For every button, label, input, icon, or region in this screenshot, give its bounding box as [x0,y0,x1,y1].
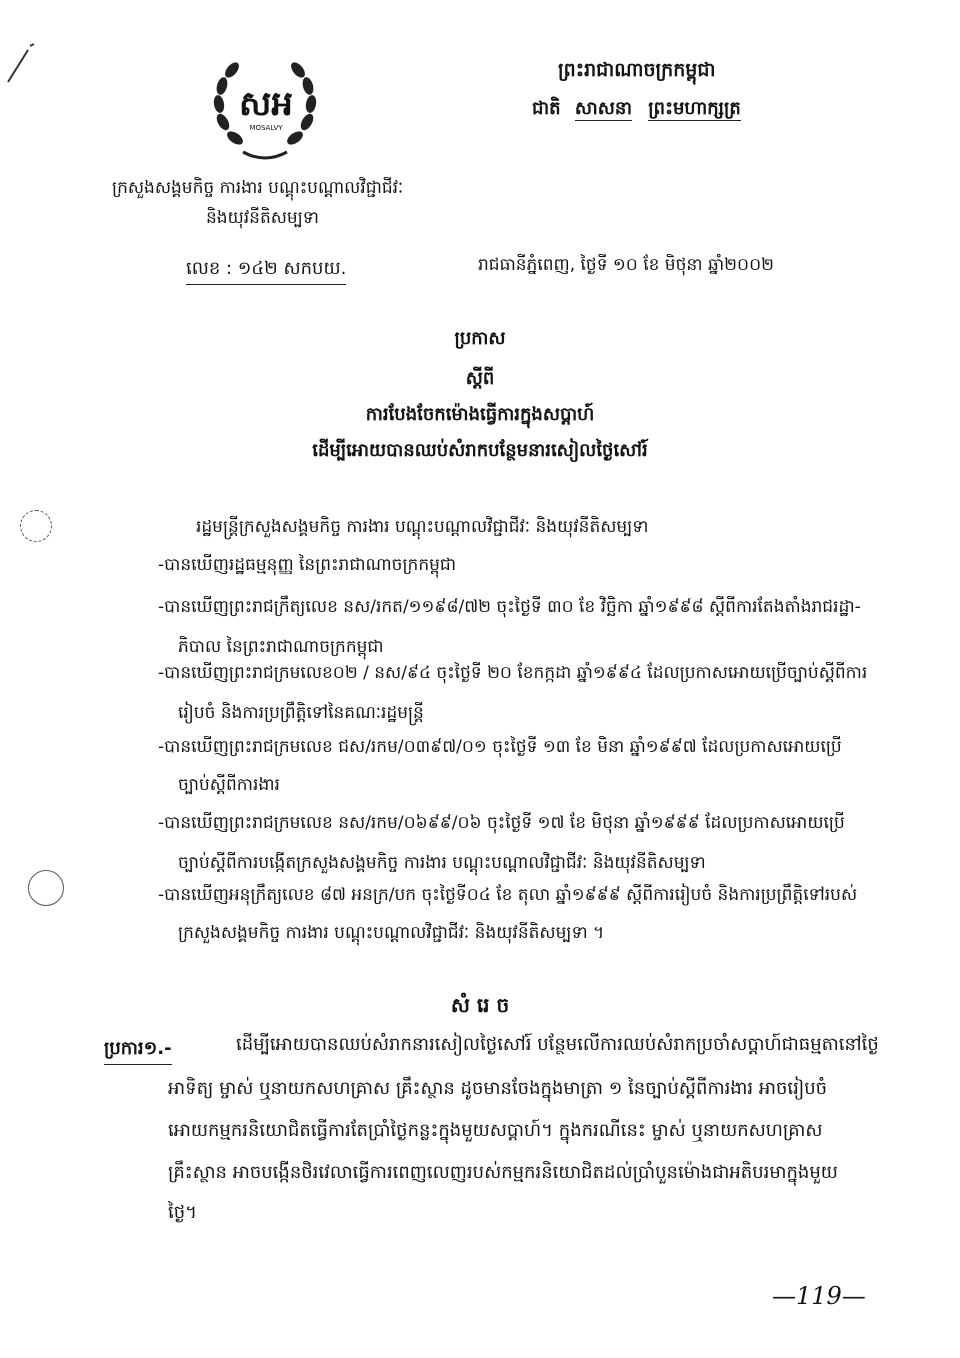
consideration-5: -បានឃើញព្រះរាជក្រមលេខ នស/រកម/០៦៩៩/០៦ ចុះថ្ងៃទី ១៧ ខែ មិថុនា ឆ្នាំ១៩៩៩ ដែលប្រកាសអោយប្រើ [158,813,845,833]
consideration-5-cont: ច្បាប់ស្តីពីការបង្កើតក្រសួងសង្គមកិច្ច ការងារ បណ្តុះបណ្តាលវិជ្ជាជីវៈ និងយុវនីតិសម្បទា [178,853,706,873]
consideration-4-cont: ច្បាប់ស្តីពីការងារ [178,775,280,795]
kingdom-title: ព្រះរាជាណាចក្រកម្ពុជា [558,59,716,81]
punch-hole-top [20,510,52,542]
article1-line1: ដើម្បីអោយបានឈប់សំរាកនារសៀលថ្ងៃសៅរ៍ បន្ថែមលើការឈប់សំរាកប្រចាំសប្តាហ៍ជាធម្មតានៅថ្ងៃ [236,1034,879,1055]
motto-religion: សាសនា [574,98,632,119]
page-number: —119— [772,1282,866,1310]
minister-line: រដ្ឋមន្ត្រីក្រសួងសង្គមកិច្ច ការងារ បណ្តុះបណ្តាលវិជ្ជាជីវៈ និងយុវនីតិសម្បទា [196,517,649,537]
consideration-2: -បានឃើញព្រះរាជក្រឹត្យលេខ នស/រកត/១១៩៨/៧២ ចុះថ្ងៃទី ៣០ ខែ វិច្ឆិកា ឆ្នាំ១៩៩៨ ស្តីពីការតែងតាំងរាជរដ្ឋា- [158,597,861,617]
consideration-3-cont: រៀបចំ និងការប្រព្រឹត្តិទៅនៃគណៈរដ្ឋមន្ត្រី [178,703,424,723]
national-motto [532,96,741,123]
consideration-3: -បានឃើញព្រះរាជក្រមលេខ០២ / នស/៩៤ ចុះថ្ងៃទី ២០ ខែកក្កដា ឆ្នាំ១៩៩៤ ដែលប្រកាសអោយប្រើច្បាប់ស្តីពីការ [158,663,868,683]
reference-number: លេខ : ១៤២ សកបយ. [186,256,346,285]
ministry-name-line2: និងយុវនីតិសម្បទា [206,208,319,228]
consideration-6: -បានឃើញអនុក្រឹត្យលេខ ៨៧ អនក្រ/បក ចុះថ្ងៃទី០៤ ខែ តុលា ឆ្នាំ១៩៩៩ ស្តីពីការរៀបចំ និងការប្រព្រឹត្តិទៅរបស់ [158,885,858,905]
date-line: រាជធានីភ្នំពេញ, ថ្ងៃទី ១០ ខែ មិថុនា ឆ្នាំ២០០២ [478,255,774,275]
motto-king: ព្រះមហាក្សត្រ [648,98,741,119]
consideration-1: -បានឃើញរដ្ឋធម្មនុញ្ញ នៃព្រះរាជាណាចក្រកម្ពុជា [158,555,457,575]
article1-line4: គ្រឹះស្ថាន អាចបង្កើនថិរវេលាធ្វើការពេញលេញរបស់កម្មករនិយោជិតដល់ប្រាំបួនម៉ោងជាអតិបរមាក្នុងមួយ [168,1162,838,1183]
title-line1: ការបែងចែកម៉ោងធ្វើការក្នុងសប្តាហ៍ [365,404,595,425]
article1-line3: អោយកម្មករនិយោជិតធ្វើការតែប្រាំថ្ងៃកន្លះក្នុងមួយសប្តាហ៍។ ក្នុងករណីនេះ ម្ចាស់ ឬនាយកសហគ្រាស [168,1120,823,1141]
logo-caption: MOSALVY [249,124,283,132]
title-on: ស្តីពី [465,368,495,389]
pen-stroke-mark [0,40,50,90]
consideration-4: -បានឃើញព្រះរាជក្រមលេខ ជស/រកម/០៣៩៧/០១ ចុះថ្ងៃទី ១៣ ខែ មិនា ឆ្នាំ១៩៩៧ ដែលប្រកាសអោយប្រើ [158,737,842,757]
title-line2: ដើម្បីអោយបានឈប់សំរាកបន្ថែមនារសៀលថ្ងៃសៅរ៍ [312,440,648,461]
document-type: ប្រកាស [454,328,506,349]
decision-heading: សំ រេ ច [450,993,510,1017]
article1-line2: អាទិត្យ ម្ចាស់ ឬនាយកសហគ្រាស គ្រឹះស្ថាន ដូចមានចែងក្នុងមាត្រា ១ នៃច្បាប់ស្តីពីការងារ អាចរៀបចំ [168,1078,828,1099]
punch-hole-bottom [28,870,64,906]
motto-nation: ជាតិ [532,98,561,119]
ministry-name-line1: ក្រសួងសង្គមកិច្ច ការងារ បណ្តុះបណ្តាលវិជ្ជាជីវៈ [112,178,404,198]
article1-label: ប្រការ១.- [104,1036,172,1065]
logo-text: សអ [239,84,293,124]
consideration-6-cont: ក្រសួងសង្គមកិច្ច ការងារ បណ្តុះបណ្តាលវិជ្ជាជីវៈ និងយុវនីតិសម្បទា ។ [178,923,605,943]
article1-line5: ថ្ងៃ។ [168,1202,198,1223]
consideration-2-cont: ភិបាល នៃព្រះរាជាណាចក្រកម្ពុជា [178,637,384,657]
